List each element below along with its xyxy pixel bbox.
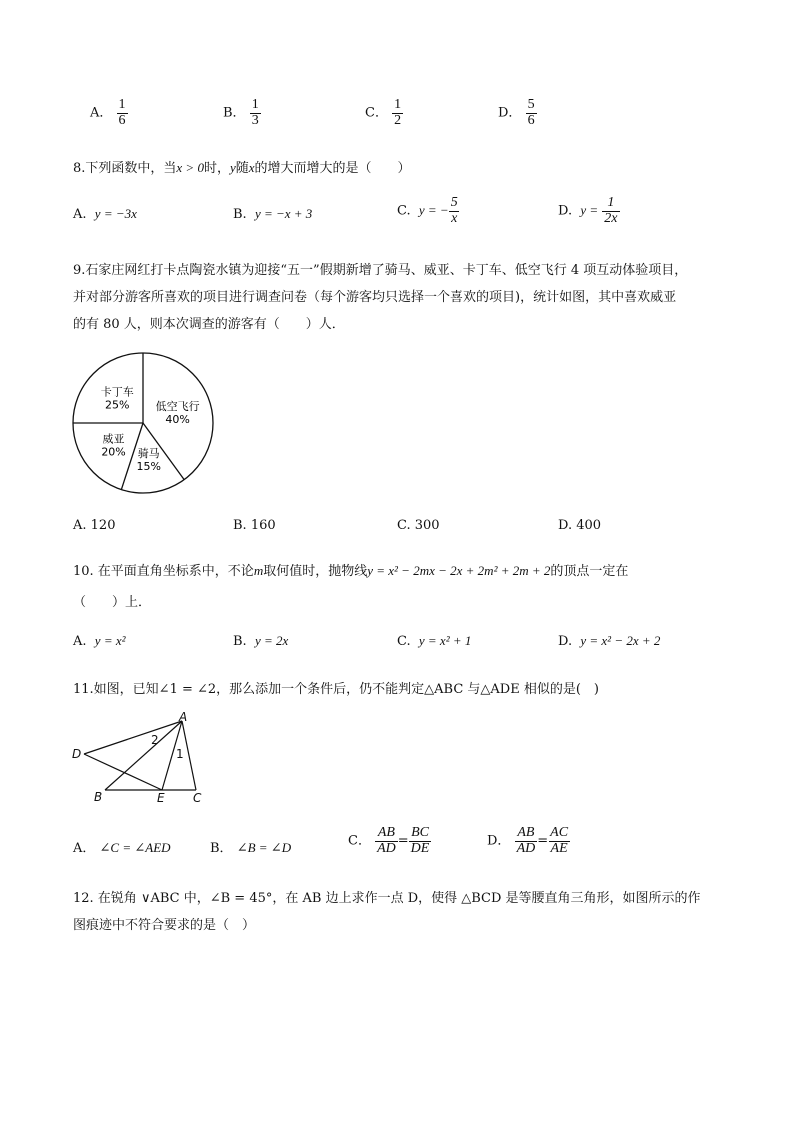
fraction: $\frac{5}{6}$ bbox=[527, 97, 535, 128]
label-b: B bbox=[94, 790, 103, 804]
pie-slice-percent: 25% bbox=[105, 398, 130, 412]
fraction: $\frac{1}{2}$ bbox=[394, 97, 402, 128]
q9-option-c: C. 300 bbox=[397, 518, 440, 533]
q7-option-b: B． $\frac{1}{3}$ bbox=[223, 97, 259, 128]
label-angle-1: 1 bbox=[176, 747, 184, 761]
pie-slice-label: 低空飞行 bbox=[155, 399, 200, 413]
fraction: $\frac{5}{x}$ bbox=[450, 195, 458, 226]
q12-stem-line1: 12. 在锐角 ∨ABC 中，∠B = 45°，在 AB 边上求作一点 D，使得 △BCD 是等腰直角三角形，如图所示的作 bbox=[73, 891, 701, 906]
q8-stem: 8.下列函数中，当x > 0时，y随x的增大而增大的是（ ） bbox=[73, 160, 411, 176]
q8-option-c: C. y = − $\frac{5}{x}$ bbox=[397, 195, 458, 226]
q11-option-d: D． $\frac{AB}{AD}$ = $\frac{AC}{AE}$ bbox=[487, 825, 569, 856]
pie-slice-percent: 40% bbox=[165, 412, 190, 426]
q12-stem-line2: 图痕迹中不符合要求的是（ ） bbox=[73, 918, 256, 933]
pie-chart bbox=[70, 350, 220, 500]
label-c: C bbox=[193, 791, 202, 805]
label-a: A bbox=[179, 710, 188, 724]
q7-option-a: A． $\frac{1}{6}$ bbox=[90, 97, 126, 128]
q10-option-b: B. y = 2x bbox=[233, 633, 289, 649]
pie-slice-label: 威亚 bbox=[102, 432, 125, 446]
q10-option-a: A. y = x² bbox=[73, 633, 126, 649]
q7-option-c: C． $\frac{1}{2}$ bbox=[365, 97, 402, 128]
q10-stem-line2: （ ）上． bbox=[73, 595, 152, 610]
q8-option-d: D. y = $\frac{1}{2x}$ bbox=[558, 195, 618, 226]
label-angle-2: 2 bbox=[151, 733, 159, 747]
fraction: $\frac{1}{2x}$ bbox=[604, 195, 618, 226]
pie-slice-percent: 15% bbox=[136, 459, 161, 473]
q8-option-a: A. y = −3x bbox=[73, 206, 137, 222]
q7-option-d: D． $\frac{5}{6}$ bbox=[498, 97, 535, 128]
fraction: $\frac{BC}{DE}$ bbox=[410, 825, 430, 856]
fraction: $\frac{AC}{AE}$ bbox=[550, 825, 569, 856]
q9-stem-line2: 并对部分游客所喜欢的项目进行调查问卷（每个游客均只选择一个喜欢的项目)，统计如图，其中喜欢威亚 bbox=[73, 290, 677, 305]
q11-triangle-figure bbox=[68, 710, 218, 810]
q10-stem-line1: 10. 在平面直角坐标系中，不论m取何值时，抛物线y = x² − 2mx − 2x + 2m² + 2m + 2的顶点一定在 bbox=[73, 563, 629, 579]
q9-option-a: A. 120 bbox=[73, 518, 116, 533]
fraction: $\frac{AB}{AD}$ bbox=[377, 825, 396, 856]
q9-option-d: D. 400 bbox=[558, 518, 602, 533]
q10-option-d: D. y = x² − 2x + 2 bbox=[558, 633, 661, 649]
q11-option-b: B． ∠B = ∠D bbox=[210, 840, 292, 856]
q11-stem: 11.如图，已知∠1 = ∠2，那么添加一个条件后，仍不能判定△ABC 与△ADE 相似的是( ) bbox=[73, 682, 599, 697]
q11-option-a: A． ∠C = ∠AED bbox=[73, 840, 171, 856]
q11-option-c: C． $\frac{AB}{AD}$ = $\frac{BC}{DE}$ bbox=[348, 825, 430, 856]
pie-slice-label: 骑马 bbox=[137, 446, 160, 460]
fraction: $\frac{1}{3}$ bbox=[251, 97, 259, 128]
label-e: E bbox=[157, 791, 165, 805]
q9-option-b: B. 160 bbox=[233, 518, 276, 533]
fraction: $\frac{1}{6}$ bbox=[118, 97, 126, 128]
label-d: D bbox=[72, 747, 82, 761]
fraction: $\frac{AB}{AD}$ bbox=[516, 825, 536, 856]
q9-stem-line3: 的有 80 人，则本次调查的游客有（ ）人． bbox=[73, 317, 345, 332]
q10-option-c: C. y = x² + 1 bbox=[397, 633, 472, 649]
pie-slice-percent: 20% bbox=[101, 445, 126, 459]
pie-slice-label: 卡丁车 bbox=[100, 385, 134, 399]
q8-option-b: B. y = −x + 3 bbox=[233, 206, 313, 222]
q9-stem-line1: 9.石家庄网红打卡点陶瓷水镇为迎接“五一”假期新增了骑马、威亚、卡丁车、低空飞行 4 项互动体验项目， bbox=[73, 263, 688, 278]
